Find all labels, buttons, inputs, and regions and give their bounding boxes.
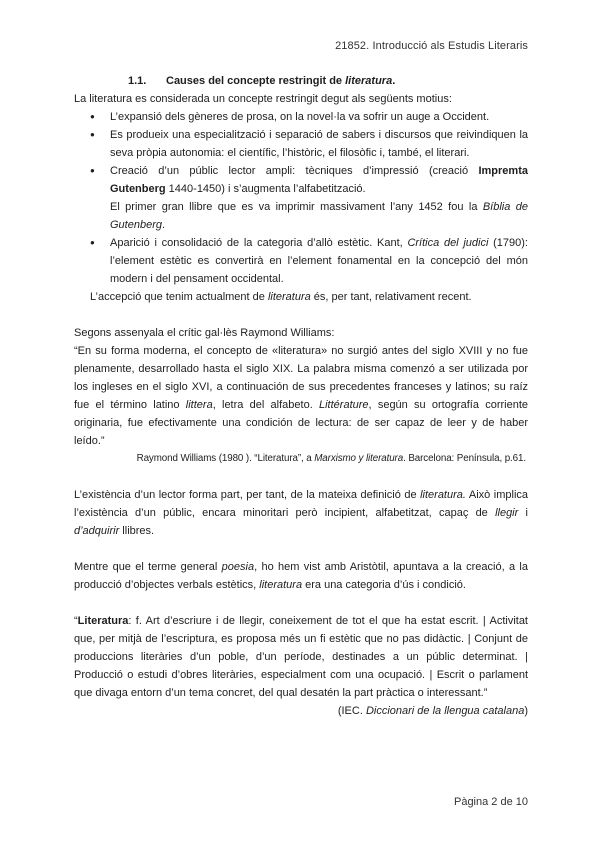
list-item: ● L’expansió dels gèneres de prosa, on la novel·la va sofrir un auge a Occident. (74, 108, 528, 126)
definition-paragraph: “Literatura: f. Art d’escriure i de llegir, coneixement de tot el que ha estat escrit. | Activitat que, per mitjà de l’escriptura, es proposa més un fi estètic que no pas didàctic. | Conjunt de produccions literàries d’un poble, d’un període, destinades a un públic determinat. | Producció o estudi d’obres literàries, especialment com una ocupació. | Escrit o parlament que divaga entorn d’un tema concret, del qual desatén la part pràctica o interessant.” (74, 615, 528, 699)
williams-intro: Segons assenyala el crític gal·lès Raymond Williams: (74, 327, 335, 339)
lector-paragraph: L’existència d’un lector forma part, per tant, de la mateixa definició de literatura. Això implica l’existència d’un públic, encara minoritari però incipient, alfabetitzat, capaç de llegir i d’adquirir llibres. (74, 489, 529, 537)
page-content (74, 72, 528, 720)
page-header: 21852. Introducció als Estudis Literaris (335, 40, 528, 52)
quote-citation: Raymond Williams (1980 ). “Literatura”, a Marxismo y literatura. Barcelona: Península, p.61. (136, 453, 526, 464)
list-item: ● Aparició i consolidació de la categoria d’allò estètic. Kant, Crítica del judici (1790): l’element estètic es convertirà en l’element fonamental en la concepció del món modern i del pensament occidental. (74, 234, 528, 288)
section-number: 1.1. (128, 75, 147, 87)
causes-list (74, 108, 528, 288)
poesia-paragraph: Mentre que el terme general poesia, ho hem vist amb Aristòtil, apuntava a la creació, a la producció d’objectes verbals estètics, literatura era una categoria d’ús i condició. (74, 561, 528, 591)
page-number: Pàgina 2 de 10 (453, 796, 528, 808)
accepcio-paragraph: L’accepció que tenim actualment de literatura és, per tant, relativament recent. (90, 291, 472, 303)
intro-paragraph: La literatura es considerada un concepte restringit degut als següents motius: (74, 93, 452, 105)
williams-quote: “En su forma moderna, el concepto de «literatura» no surgió antes del siglo XVIII y no fue plenamente, desarrollado hasta el siglo XIX. La palabra misma comenzó a ser utilizada por los ingleses en el siglo XVI, a continuación de sus precedentes franceses y latinos; su raíz fue el término latino littera, letra del alfabeto. Littérature, según su ortografía corriente originaria, fue efectivamente una condición de lectura: de ser capaz de leer y de haber leído.” (74, 345, 529, 447)
section-heading: 1.1. Causes del concepte restringit de literatura. (74, 72, 528, 90)
list-item: ● Creació d’un públic lector ampli: tècniques d’impressió (creació Impremta Gutenberg 1440-1450) i s’augmenta l’alfabetització. El primer gran llibre que es va imprimir massivament l’any 1452 fou la Bíblia de Gutenberg. (74, 162, 528, 234)
definition-source: (IEC. Diccionari de la llengua catalana) (337, 705, 528, 717)
list-item: ● Es produeix una especialització i separació de sabers i discursos que reivindiquen la seva pròpia autonomia: el científic, l’històric, el filosòfic i, també, el literari. (74, 126, 528, 162)
